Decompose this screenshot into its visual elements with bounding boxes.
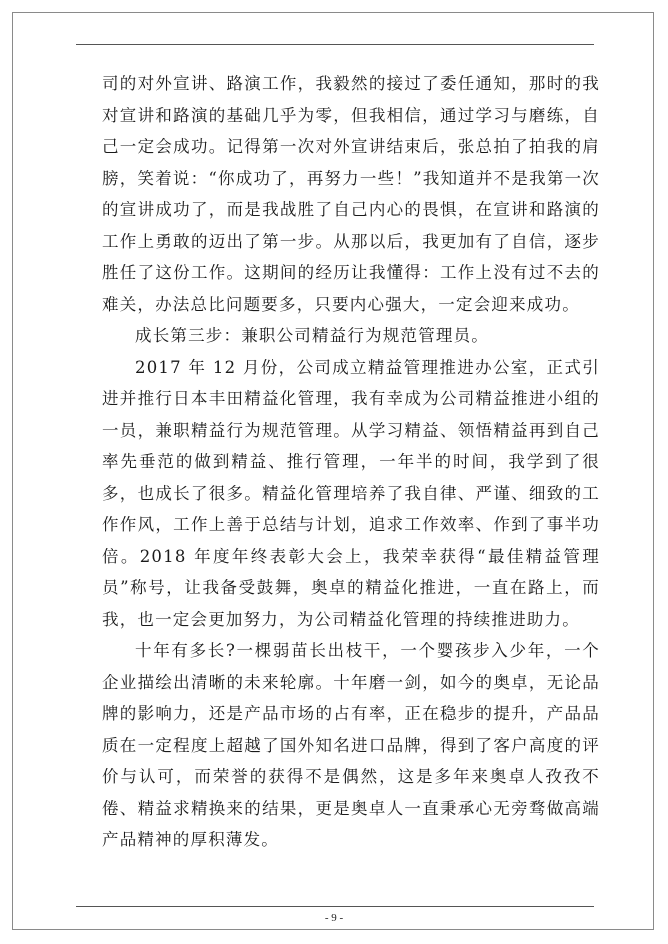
footer-rule [76,906,594,907]
paragraph-2-heading: 成长第三步：兼职公司精益行为规范管理员。 [135,326,489,345]
paragraph-3: 2017 年 12 月份，公司成立精益管理推进办公室，正式引进并推行日本丰田精益化管理，我有幸成为公司精益推进小组的一员，兼职精益行为规范管理。从学习精益、领悟精益再到自己率先垂范的做到精益、推行管理，一年半的时间，我学到了很多，也成长了很多。精益化管理培养了我自律、严谨、细致的工作作风，工作上善于总结与计划，追求工作效率、作到了事半功倍。2018 年度年终表彰大会上，我荣幸获得“最佳精益管理员”称号，让我备受鼓舞，奥卓的精益化推进，一直在路上，而我，也一定会更加努力，为公司精益化管理的持续推进助力。 [102,357,600,629]
page-number: - 9 - [324,912,344,924]
header-rule [76,44,594,45]
document-body [102,68,600,856]
paragraph-4: 十年有多长?一棵弱苗长出枝干，一个婴孩步入少年，一个企业描绘出清晰的未来轮廓。十年磨一剑，如今的奥卓，无论品牌的影响力，还是产品市场的占有率，正在稳步的提升，产品品质在一定程度上超越了国外知名进口品牌，得到了客户高度的评价与认可，而荣誉的获得不是偶然，这是多年来奥卓人孜孜不倦、精益求精换来的结果，更是奥卓人一直秉承心无旁骛做高端产品精神的厚积薄发。 [102,641,600,849]
paragraph-1: 司的对外宣讲、路演工作，我毅然的接过了委任通知，那时的我对宣讲和路演的基础几乎为零，但我相信，通过学习与磨练，自己一定会成功。记得第一次对外宣讲结束后，张总拍了拍我的肩膀，笑着说：“你成功了，再努力一些！”我知道并不是我第一次的宣讲成功了，而是我战胜了自己内心的畏惧，在宣讲和路演的工作上勇敢的迈出了第一步。从那以后，我更加有了自信，逐步胜任了这份工作。这期间的经历让我懂得：工作上没有过不去的难关，办法总比问题要多，只要内心强大，一定会迎来成功。 [102,74,600,314]
